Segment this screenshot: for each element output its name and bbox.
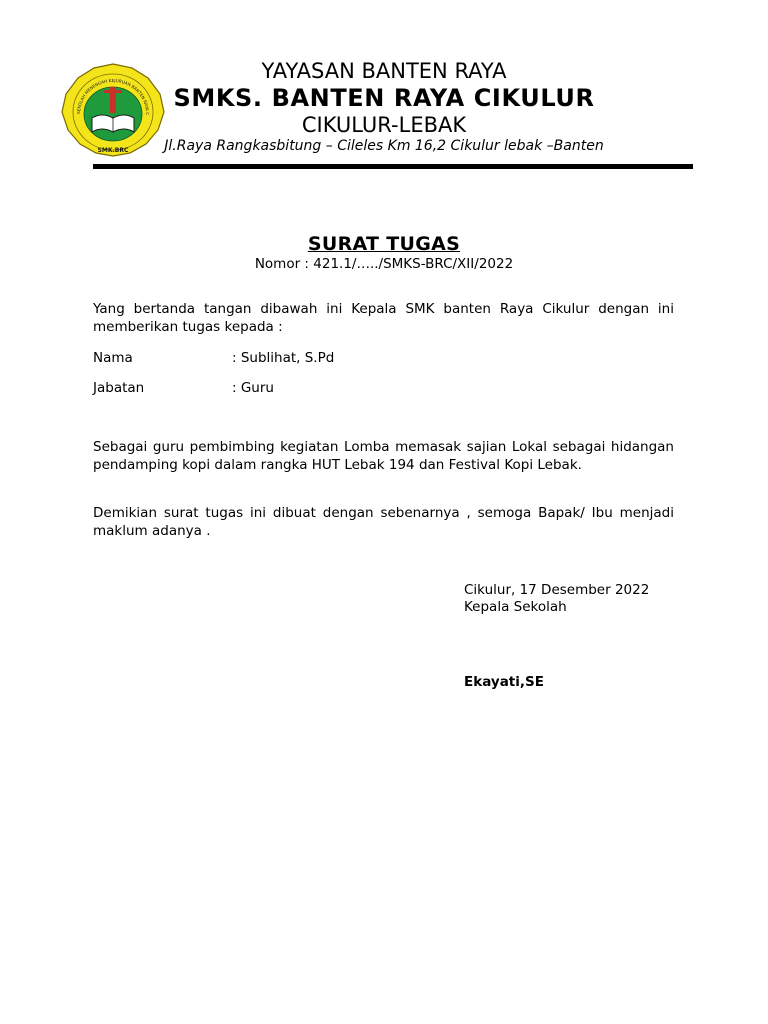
logo-ring-text: SEKOLAH MENENGAH KEJURUAN BANTEN RAYA C [75,77,151,116]
intro-paragraph: Yang bertanda tangan dibawah ini Kepala SMK banten Raya Cikulur dengan ini memberikan tugas kepada : [93,301,674,335]
foundation-name: YAYASAN BANTEN RAYA [261,59,507,83]
body-paragraph: Sebagai guru pembimbing kegiatan Lomba memasak sajian Lokal sebagai hidangan pendamping kopi dalam rangka HUT Lebak 194 dan Festival Kopi Lebak. [93,439,674,473]
field-row-position [93,379,274,397]
signer-name: Ekayati,SE [464,674,544,690]
school-name: SMKS. BANTEN RAYA CIKULUR [173,84,595,112]
field-label: Jabatan [93,380,145,396]
field-row-name [93,349,334,367]
letter-title: SURAT TUGAS [307,233,461,255]
letterhead-divider [93,164,693,169]
field-label: Nama [93,350,133,366]
field-value: : Sublihat, S.Pd [232,350,335,366]
school-location: CIKULUR-LEBAK [301,113,467,137]
letter-number: Nomor : 421.1/…../SMKS-BRC/XII/2022 [254,256,514,272]
closing-paragraph: Demikian surat tugas ini dibuat dengan sebenarnya , semoga Bapak/ Ibu menjadi maklum adanya . [93,505,674,539]
school-address: Jl.Raya Rangkasbitung – Cileles Km 16,2 Cikulur lebak –Banten [164,138,604,154]
logo-bottom-text: SMK.BRC [97,147,129,154]
place-date: Cikulur, 17 Desember 2022 [464,582,650,598]
field-value: : Guru [232,380,274,396]
signer-title: Kepala Sekolah [464,599,567,615]
